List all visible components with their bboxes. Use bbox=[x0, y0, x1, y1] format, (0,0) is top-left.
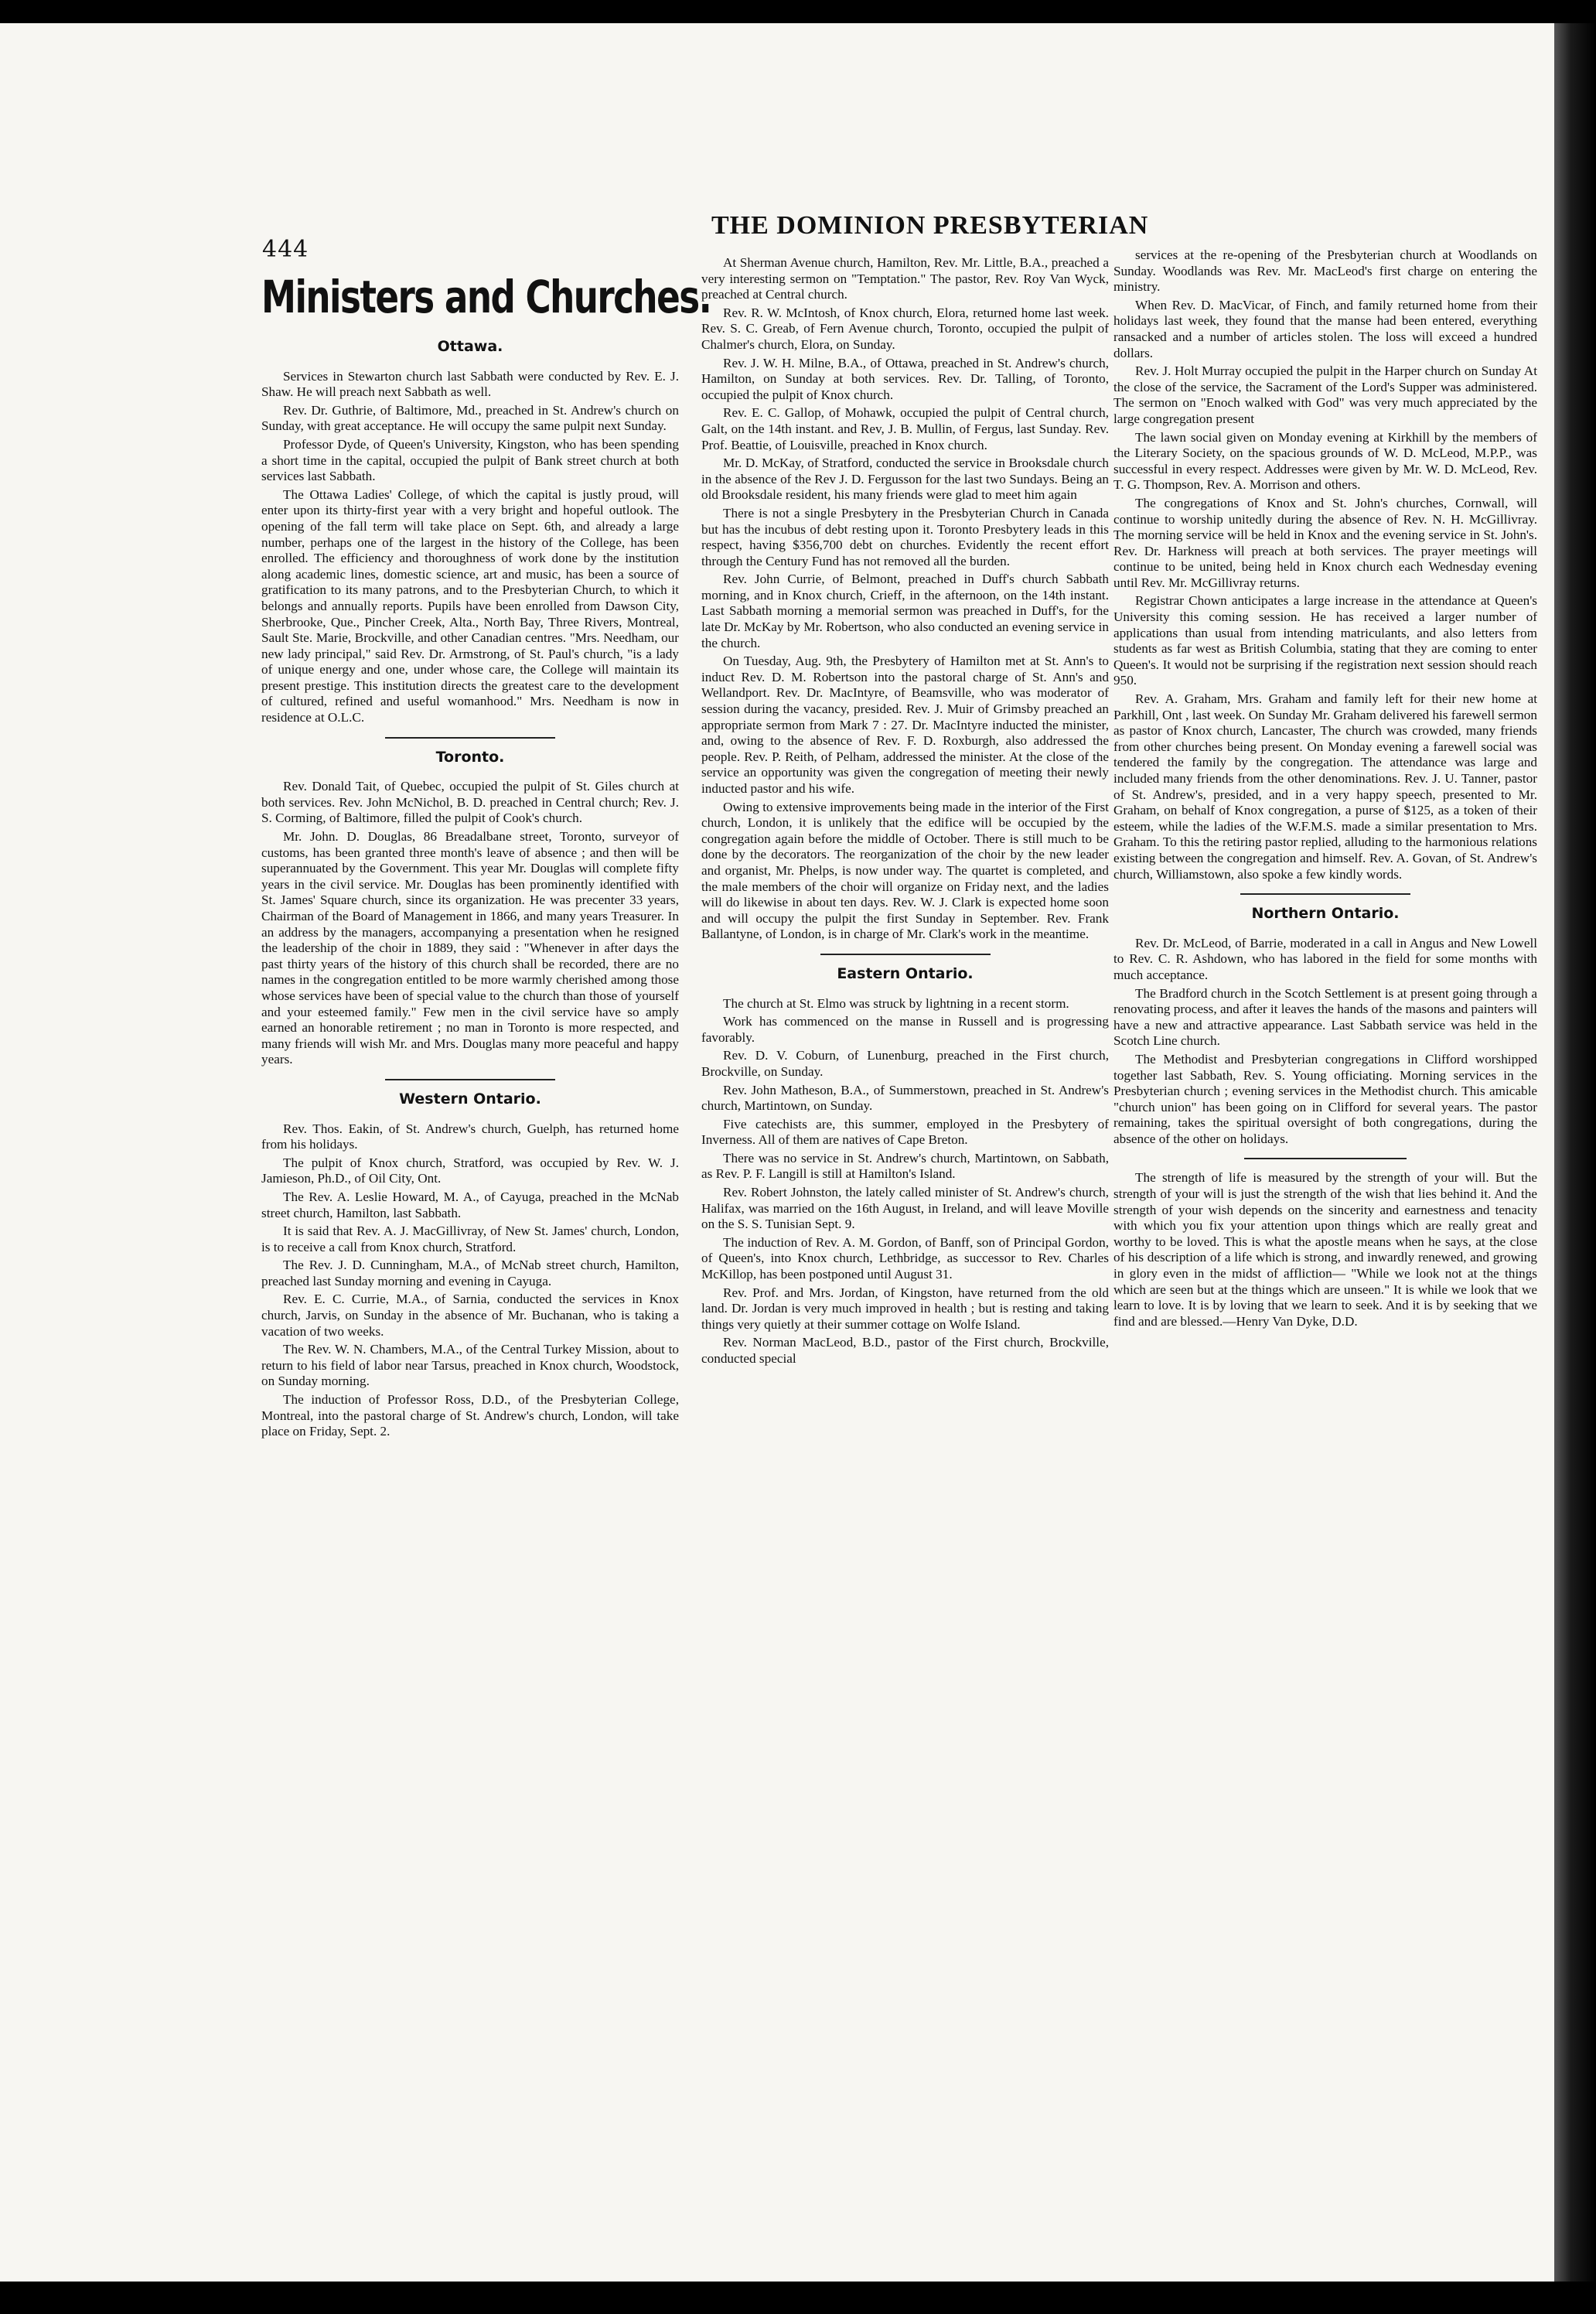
paragraph: Professor Dyde, of Queen's University, Kingston, who has been spending a short time in the capital, occupied the pulpit of Bank street church at both services last Sabbath. bbox=[261, 436, 679, 484]
paragraph: Rev. John Matheson, B.A., of Summerstown, preached in St. Andrew's church, Martintown, on Sunday. bbox=[701, 1082, 1109, 1114]
paragraph: Mr. D. McKay, of Stratford, conducted the service in Brooksdale church in the absence of the Rev J. D. Fergusson for the last two Sundays. Being an old Brooksdale resident, his many friends were glad to meet him again bbox=[701, 456, 1109, 503]
paragraph: Rev. E. C. Currie, M.A., of Sarnia, conducted the services in Knox church, Jarvis, on Sunday in the absence of Mr. Buchanan, who is taking a vacation of two weeks. bbox=[261, 1292, 679, 1339]
paragraph: Rev. J. Holt Murray occupied the pulpit in the Harper church on Sunday At the close of the service, the Sacrament of the Lord's Supper was administered. The sermon on "Enoch walked with God" was very much appreciated by the large congregation present bbox=[1113, 363, 1537, 426]
section-western-continued bbox=[701, 255, 1109, 943]
paragraph: When Rev. D. MacVicar, of Finch, and family returned home from their holidays last week, they found that the manse had been entered, everything ransacked and a number of articles stolen. The loss will exceed a hundred dollars. bbox=[1113, 297, 1537, 360]
column-1 bbox=[261, 269, 711, 1442]
section-heading-western-ontario: Western Ontario. bbox=[399, 1090, 541, 1108]
section-ottawa bbox=[261, 369, 679, 726]
section-heading-northern-ontario: Northern Ontario. bbox=[1251, 905, 1400, 923]
paragraph: Registrar Chown anticipates a large increase in the attendance at Queen's University this coming session. He has received a larger number of applications than usual from intending matriculants, and also letters from students as far west as British Columbia, stating that they are coming to enter Queen's. It would not be surprising if the registration next session should reach 950. bbox=[1113, 593, 1537, 688]
main-heading: Ministers and Churches. bbox=[261, 271, 711, 323]
paragraph: Mr. John. D. Douglas, 86 Breadalbane street, Toronto, surveyor of customs, has been granted three month's leave of absence ; and then will be superannuated by the Government. This year Mr. Douglas will complete fifty years in the civil service. Mr. Douglas has been prominently identified with St. James' Square church, since its organization. He was precenter 33 years, Chairman of the Board of Management in 1866, and many years Treasurer. In an address by the managers, accompanying a presentation when he resigned the leadership of the choir in 1889, they said : "Whenever in after days the past thirty years of the history of this church shall be recorded, there are no names in the congregation entitled to be more warmly cherished among those whose services have been of special value to the church than those of yourself and your esteemed family." Few men in the civil service have so amply earned an honorable retirement ; no man in Toronto is more respected, and many friends will wish Mr. and Mrs. Douglas many more peaceful and happy years. bbox=[261, 829, 679, 1067]
paragraph: services at the re-opening of the Presbyterian church at Woodlands on Sunday. Woodlands was Rev. Mr. MacLeod's first charge on entering the ministry. bbox=[1113, 247, 1537, 295]
paragraph: It is said that Rev. A. J. MacGillivray, of New St. James' church, London, is to receive a call from Knox church, Stratford. bbox=[261, 1224, 679, 1254]
paragraph: Rev. Dr. Guthrie, of Baltimore, Md., preached in St. Andrew's church on Sunday, with great acceptance. He will occupy the same pulpit next Sunday. bbox=[261, 402, 679, 434]
column-3 bbox=[1113, 247, 1537, 1332]
paragraph: Services in Stewarton church last Sabbath were conducted by Rev. E. J. Shaw. He will preach next Sabbath as well. bbox=[261, 368, 679, 400]
paragraph: The church at St. Elmo was struck by lightning in a recent storm. bbox=[723, 995, 1069, 1011]
paragraph: Five catechists are, this summer, employed in the Presbytery of Inverness. All of them are natives of Cape Breton. bbox=[701, 1116, 1109, 1148]
paragraph: On Tuesday, Aug. 9th, the Presbytery of Hamilton met at St. Ann's to induct Rev. D. M. Robertson into the pastoral charge of St. Ann's and Wellandport. Rev. Dr. MacIntyre, of Beamsville, who was moderator of session during the vacancy, presided. Rev. J. Muir of Grimsby preached an appropriate sermon from Mark 7 : 27. Dr. MacIntyre inducted the minister, and, owing to the absence of Rev. F. D. Roxburgh, also addressed the people. Rev. P. Reith, of Pelham, addressed the minister. At the close of the service an opportunity was given the congregation of meeting their newly inducted pastor and his wife. bbox=[701, 654, 1109, 796]
paragraph: Rev. D. V. Coburn, of Lunenburg, preached in the First church, Brockville, on Sunday. bbox=[701, 1048, 1109, 1079]
section-heading-eastern-ontario: Eastern Ontario. bbox=[837, 964, 974, 982]
paragraph: Rev. J. W. H. Milne, B.A., of Ottawa, preached in St. Andrew's church, Hamilton, on Sunday at both services. Rev. Dr. Talling, of Toronto, occupied the pulpit of Knox church. bbox=[701, 355, 1109, 402]
section-divider bbox=[385, 1079, 555, 1080]
paragraph: The induction of Rev. A. M. Gordon, of Banff, son of Principal Gordon, of Queen's, into Knox church, Lethbridge, as successor to Rev. Charles McKillop, has been postponed until August 31. bbox=[701, 1234, 1109, 1282]
paragraph: At Sherman Avenue church, Hamilton, Rev. Mr. Little, B.A., preached a very interesting sermon on "Temptation." The pastor, Rev. Roy Van Wyck, preached at Central church. bbox=[701, 255, 1109, 302]
paragraph: The congregations of Knox and St. John's churches, Cornwall, will continue to worship unitedly during the absence of Rev. N. H. McGillivray. The morning service will be held in Knox and the evening service in St. John's. Rev. Dr. Harkness will preach at both services. The prayer meetings will continue to be united, being held in Knox church each Wednesday evening until Rev. Mr. McGillivray returns. bbox=[1113, 495, 1537, 590]
running-head: THE DOMINION PRESBYTERIAN bbox=[711, 211, 1149, 240]
paragraph: The induction of Professor Ross, D.D., of the Presbyterian College, Montreal, into the pastoral charge of St. Andrew's church, London, will take place on Friday, Sept. 2. bbox=[261, 1392, 679, 1439]
paragraph: Rev. Thos. Eakin, of St. Andrew's church, Guelph, has returned home from his holidays. bbox=[261, 1121, 679, 1152]
section-divider bbox=[1240, 893, 1410, 895]
paragraph: Rev. Donald Tait, of Quebec, occupied the pulpit of St. Giles church at both services. Rev. John McNichol, B. D. preached in Central church; Rev. J. S. Corming, of Baltimore, filled the pulpit of Cook's church. bbox=[261, 779, 679, 826]
page-edge-shadow bbox=[1554, 23, 1596, 2282]
section-western-ontario bbox=[261, 1121, 679, 1440]
paragraph: The Rev. W. N. Chambers, M.A., of the Central Turkey Mission, about to return to his field of labor near Tarsus, preached in Knox church, Woodstock, on Sunday morning. bbox=[261, 1342, 679, 1389]
page-number: 444 bbox=[262, 236, 309, 263]
paragraph: The lawn social given on Monday evening at Kirkhill by the members of the Literary Society, on the spacious grounds of W. D. McLeod, M.P.P., was successful in every respect. Addresses were given by Mr. W. D. McLeod, Rev. T. G. Thompson, Rev. A. Morrison and others. bbox=[1113, 429, 1537, 493]
section-heading-ottawa: Ottawa. bbox=[437, 338, 503, 355]
paragraph: There was no service in St. Andrew's church, Martintown, on Sabbath, as Rev. P. F. Langill is still at Hamilton's Island. bbox=[701, 1150, 1109, 1182]
paragraph: The Methodist and Presbyterian congregations in Clifford worshipped together last Sabbath, Rev. S. Young officiating. Morning services in the Presbyterian church ; evening services in the Methodist church. This amicable "church union" has been going on in Clifford for several years. The pastor remaining, takes the spiritual oversight of both congregations, during the absence of the other on holidays. bbox=[1113, 1051, 1537, 1146]
paragraph: Rev. R. W. McIntosh, of Knox church, Elora, returned home last week. Rev. S. C. Greab, of Fern Avenue church, Toronto, occupied the pulpit of Chalmer's church, Elora, on Sunday. bbox=[701, 305, 1109, 352]
paragraph: Owing to extensive improvements being made in the interior of the First church, London, it is unlikely that the edifice will be occupied by the congregation again before the middle of October. There is still much to be done by the decorators. The reorganization of the choir by the new leader and organist, Mr. Phelps, is now under way. The quartet is completed, and the male members of the choir will organize on Friday next, and the ladies will do likewise in about ten days. Rev. W. J. Clark is expected home soon and will occupy the pulpit the first Sunday in September. Rev. Frank Ballantyne, of London, is in charge of Mr. Clark's work in the meantime. bbox=[701, 799, 1109, 942]
section-divider bbox=[1244, 1158, 1407, 1159]
section-northern-ontario bbox=[1113, 936, 1537, 1148]
paragraph: Work has commenced on the manse in Russell and is progressing favorably. bbox=[701, 1014, 1109, 1045]
paragraph: The Rev. J. D. Cunningham, M.A., of McNab street church, Hamilton, preached last Sunday morning and evening in Cayuga. bbox=[261, 1258, 679, 1288]
paragraph: Rev. Prof. and Mrs. Jordan, of Kingston, have returned from the old land. Dr. Jordan is very much improved in health ; but is resting and taking things very quietly at their summer cottage on Wolfe Island. bbox=[701, 1285, 1109, 1332]
section-divider bbox=[820, 954, 991, 955]
newspaper-page bbox=[0, 23, 1554, 2282]
paragraph: Rev. Norman MacLeod, B.D., pastor of the First church, Brockville, conducted special bbox=[701, 1335, 1109, 1366]
section-eastern-continued bbox=[1113, 247, 1537, 882]
section-eastern-ontario bbox=[701, 996, 1109, 1367]
paragraph: The Bradford church in the Scotch Settlement is at present going through a renovating process, and after it leaves the hands of the masons and painters will have a new and attractive appearance. Last Sabbath service was held in the Scotch Line church. bbox=[1113, 985, 1537, 1049]
paragraph: The Ottawa Ladies' College, of which the capital is justly proud, will enter upon its thirty-first year with a very bright and hopeful outlook. The opening of the fall term will take place on Sept. 6th, and already a large number, perhaps one of the largest in the history of the College, has been enrolled. The efficiency and thoroughness of work done by the institution along academic lines, domestic science, art and music, has been a source of gratification to its many patrons, and to the Presbyterian Church, to which it belongs and annually reports. Pupils have been enrolled from Dawson City, Sherbrooke, Que., Pincher Creek, Alta., North Bay, Three Rivers, Montreal, Sault Ste. Marie, Brockville, and other Canadian centres. "Mrs. Needham, our new lady principal," said Rev. Dr. Armstrong, of St. Paul's church, "is a lady of unique energy and one, under whose care, the College will maintain its present prestige. This institution directs the greatest care to the development of cultured, refined and useful womanhood." Mrs. Needham is now in residence at O.L.C. bbox=[261, 486, 679, 725]
paragraph: Rev. John Currie, of Belmont, preached in Duff's church Sabbath morning, and in Knox church, Crieff, in the afternoon, on the 14th instant. Last Sabbath morning a memorial sermon was preached in Duff's, for the late Dr. McKay by Mr. Robertson, who also conducted an evening service in the church. bbox=[701, 572, 1109, 650]
paragraph: The pulpit of Knox church, Stratford, was occupied by Rev. W. J. Jamieson, Ph.D., of Oil City, Ont. bbox=[261, 1155, 679, 1186]
paragraph: The Rev. A. Leslie Howard, M. A., of Cayuga, preached in the McNab street church, Hamilton, last Sabbath. bbox=[261, 1189, 679, 1220]
paragraph: Rev. Dr. McLeod, of Barrie, moderated in a call in Angus and New Lowell to Rev. C. R. Ashdown, who has labored in the field for some months with much acceptance. bbox=[1113, 935, 1537, 982]
closing-quotation: The strength of life is measured by the strength of your will. But the strength of your will is just the strength of the wish that lies behind it. And the strength of your wish depends on the sincerity and earnestness and tenacity with which you fix your attention upon things which are really great and worthy to be loved. This is what the apostle means when he says, at the close of his description of a life which is strong, and inwardly renewed, and growing in glory even in the midst of affliction— "While we look not at the things which are seen but at the things which are unseen." It is while we look that we learn to love. It is by loving that we learn to seek. And it is by seeking that we find and are blessed.—Henry Van Dyke, D.D. bbox=[1113, 1170, 1537, 1329]
paragraph: Rev. A. Graham, Mrs. Graham and family left for their new home at Parkhill, Ont , last week. On Sunday Mr. Graham delivered his farewell sermon as pastor of Knox church, Lancaster, The church was crowded, many friends from other churches being present. On Monday evening a farewell social was tendered the family by the congregation. The attendance was large and included many friends from the other denominations. Rev. J. U. Tanner, pastor of St. Andrew's, presided, and in a very happy speech, presented to Mr. Graham, on behalf of Knox congregation, a purse of $125, as a token of their esteem, while the ladies of the W.F.M.S. made a similar presentation to Mrs. Graham. To this the retiring pastor replied, alluding to the harmonious relations existing between the congregation and himself. Rev. A. Govan, of St. Andrew's church, Williamstown, also spoke a few kindly words. bbox=[1113, 691, 1537, 882]
paragraph: Rev. Robert Johnston, the lately called minister of St. Andrew's church, Halifax, was married on the 16th August, in Ireland, and will leave Moville on the S. S. Tunisian Sept. 9. bbox=[701, 1185, 1109, 1232]
section-divider bbox=[385, 737, 555, 739]
column-2 bbox=[701, 255, 1109, 1370]
section-toronto bbox=[261, 779, 679, 1068]
paragraph: Rev. E. C. Gallop, of Mohawk, occupied the pulpit of Central church, Galt, on the 14th instant. and Rev, J. B. Mullin, of Fergus, last Sunday. Rev. Prof. Beattie, of Louisville, preached in Knox church. bbox=[701, 405, 1109, 452]
paragraph: There is not a single Presbytery in the Presbyterian Church in Canada but has the incubus of debt resting upon it. Toronto Presbytery leads in this respect, having $356,700 debt on churches. Evidently the recent effort through the Century Fund has not removed all the burden. bbox=[701, 505, 1109, 568]
section-heading-toronto: Toronto. bbox=[435, 748, 505, 766]
